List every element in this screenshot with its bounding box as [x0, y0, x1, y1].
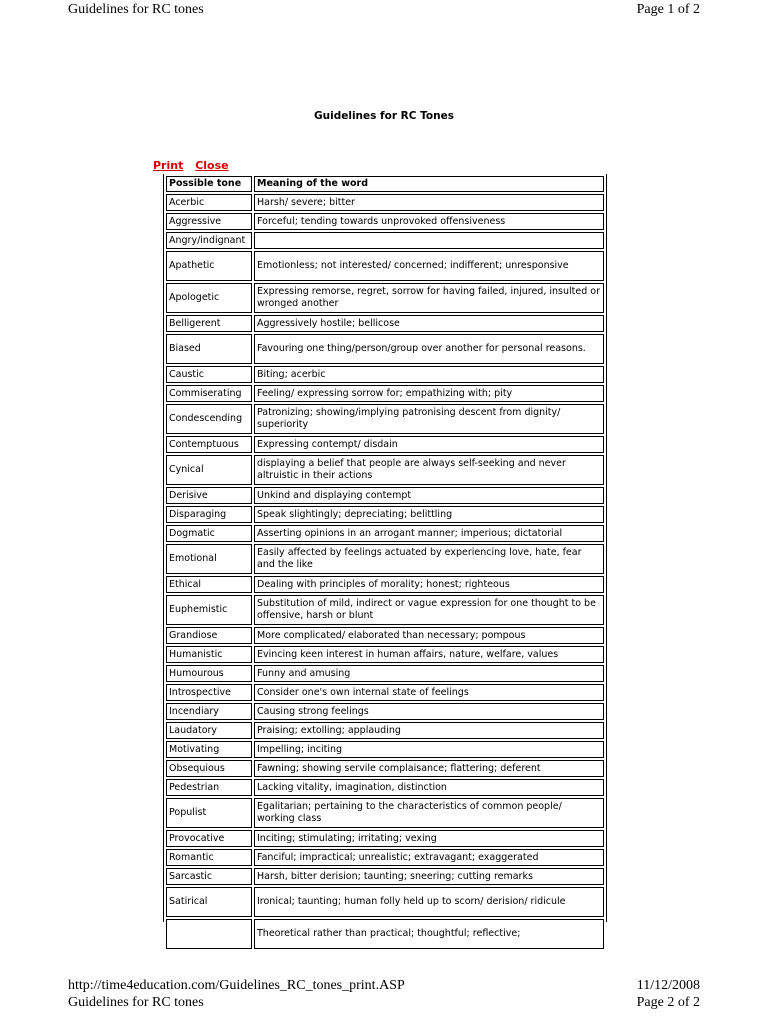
table-row — [166, 385, 604, 402]
table-body — [166, 194, 604, 949]
tone-cell: Condescending — [166, 404, 252, 434]
table-row — [166, 779, 604, 796]
footer-url: http://time4education.com/Guidelines_RC_tones_print.ASP — [68, 978, 405, 993]
tone-cell: Aggressive — [166, 213, 252, 230]
tone-cell: Apologetic — [166, 283, 252, 313]
tone-cell: Humourous — [166, 665, 252, 682]
table-row — [166, 366, 604, 383]
table-row — [166, 703, 604, 720]
footer-title: Guidelines for RC tones — [68, 995, 204, 1010]
tone-cell: Emotional — [166, 544, 252, 574]
footer-page: Page 2 of 2 — [636, 995, 700, 1010]
page-title: Guidelines for RC Tones — [314, 110, 454, 122]
print-link[interactable]: Print — [153, 159, 184, 172]
table-row — [166, 665, 604, 682]
tone-cell: Romantic — [166, 849, 252, 866]
table-row — [166, 506, 604, 523]
table-row — [166, 798, 604, 828]
meaning-cell: Easily affected by feelings actuated by experiencing love, hate, fear and the like — [254, 544, 604, 574]
close-link[interactable]: Close — [195, 159, 229, 172]
table-row — [166, 741, 604, 758]
tone-cell: Laudatory — [166, 722, 252, 739]
table-row — [166, 232, 604, 249]
meaning-cell: Harsh, bitter derision; taunting; sneering; cutting remarks — [254, 868, 604, 885]
meaning-cell: Egalitarian; pertaining to the characteristics of common people/ working class — [254, 798, 604, 828]
tone-cell: Grandiose — [166, 627, 252, 644]
tone-cell: Sarcastic — [166, 868, 252, 885]
meaning-cell: Ironical; taunting; human folly held up to scorn/ derision/ ridicule — [254, 887, 604, 917]
meaning-cell: Asserting opinions in an arrogant manner; imperious; dictatorial — [254, 525, 604, 542]
table-row — [166, 283, 604, 313]
tones-table-container — [163, 174, 607, 939]
tone-cell: Incendiary — [166, 703, 252, 720]
meaning-cell: Fanciful; impractical; unrealistic; extravagant; exaggerated — [254, 849, 604, 866]
meaning-cell: Harsh/ severe; bitter — [254, 194, 604, 211]
tone-cell: Euphemistic — [166, 595, 252, 625]
table-row — [166, 576, 604, 593]
meaning-cell: Dealing with principles of morality; honest; righteous — [254, 576, 604, 593]
tones-table — [164, 174, 606, 951]
tone-cell: Ethical — [166, 576, 252, 593]
print-header-page: Page 1 of 2 — [636, 2, 700, 17]
table-row — [166, 544, 604, 574]
table-row — [166, 315, 604, 332]
tone-cell: Derisive — [166, 487, 252, 504]
tone-cell: Disparaging — [166, 506, 252, 523]
meaning-cell: Unkind and displaying contempt — [254, 487, 604, 504]
tone-cell: Provocative — [166, 830, 252, 847]
action-links — [153, 159, 237, 172]
print-header-title: Guidelines for RC tones — [68, 2, 204, 17]
tone-cell: Contemptuous — [166, 436, 252, 453]
meaning-cell: Aggressively hostile; bellicose — [254, 315, 604, 332]
table-row — [166, 525, 604, 542]
meaning-cell: Funny and amusing — [254, 665, 604, 682]
meaning-cell: Favouring one thing/person/group over another for personal reasons. — [254, 334, 604, 364]
footer-date: 11/12/2008 — [636, 978, 700, 993]
tone-cell: Acerbic — [166, 194, 252, 211]
tone-cell: Belligerent — [166, 315, 252, 332]
tone-cell — [166, 919, 252, 949]
table-row — [166, 455, 604, 485]
meaning-cell: Theoretical rather than practical; thoughtful; reflective; — [254, 919, 604, 949]
table-row — [166, 334, 604, 364]
meaning-cell: Consider one's own internal state of feelings — [254, 684, 604, 701]
column-header-tone: Possible tone — [166, 176, 252, 192]
table-header-row — [166, 176, 604, 192]
meaning-cell: Emotionless; not interested/ concerned; indifferent; unresponsive — [254, 251, 604, 281]
meaning-cell: Impelling; inciting — [254, 741, 604, 758]
tone-cell: Satirical — [166, 887, 252, 917]
table-row — [166, 213, 604, 230]
table-row — [166, 487, 604, 504]
tone-cell: Populist — [166, 798, 252, 828]
meaning-cell: Evincing keen interest in human affairs, nature, welfare, values — [254, 646, 604, 663]
meaning-cell: Speak slightingly; depreciating; belittling — [254, 506, 604, 523]
table-row — [166, 722, 604, 739]
table-row — [166, 830, 604, 847]
tone-cell: Apathetic — [166, 251, 252, 281]
meaning-cell: Feeling/ expressing sorrow for; empathizing with; pity — [254, 385, 604, 402]
meaning-cell: Lacking vitality, imagination, distinction — [254, 779, 604, 796]
tone-cell: Commiserating — [166, 385, 252, 402]
column-header-meaning: Meaning of the word — [254, 176, 604, 192]
table-row — [166, 919, 604, 949]
tone-cell: Introspective — [166, 684, 252, 701]
meaning-cell: Biting; acerbic — [254, 366, 604, 383]
meaning-cell: Forceful; tending towards unprovoked offensiveness — [254, 213, 604, 230]
meaning-cell: Expressing contempt/ disdain — [254, 436, 604, 453]
table-row — [166, 760, 604, 777]
meaning-cell: Causing strong feelings — [254, 703, 604, 720]
table-row — [166, 849, 604, 866]
meaning-cell: Substitution of mild, indirect or vague expression for one thought to be offensive, harsh or blunt — [254, 595, 604, 625]
tone-cell: Dogmatic — [166, 525, 252, 542]
meaning-cell: Praising; extolling; applauding — [254, 722, 604, 739]
tone-cell: Motivating — [166, 741, 252, 758]
meaning-cell: More complicated/ elaborated than necessary; pompous — [254, 627, 604, 644]
table-row — [166, 887, 604, 917]
meaning-cell: Expressing remorse, regret, sorrow for having failed, injured, insulted or wronged another — [254, 283, 604, 313]
table-row — [166, 595, 604, 625]
table-row — [166, 868, 604, 885]
tone-cell: Angry/indignant — [166, 232, 252, 249]
tone-cell: Biased — [166, 334, 252, 364]
tone-cell: Cynical — [166, 455, 252, 485]
table-row — [166, 684, 604, 701]
table-row — [166, 436, 604, 453]
tone-cell: Obsequious — [166, 760, 252, 777]
tone-cell: Caustic — [166, 366, 252, 383]
meaning-cell — [254, 232, 604, 249]
meaning-cell: Inciting; stimulating; irritating; vexing — [254, 830, 604, 847]
tone-cell: Humanistic — [166, 646, 252, 663]
table-row — [166, 194, 604, 211]
table-row — [166, 627, 604, 644]
meaning-cell: Patronizing; showing/implying patronising descent from dignity/ superiority — [254, 404, 604, 434]
table-row — [166, 646, 604, 663]
table-row — [166, 404, 604, 434]
tone-cell: Pedestrian — [166, 779, 252, 796]
meaning-cell: Fawning; showing servile complaisance; flattering; deferent — [254, 760, 604, 777]
table-row — [166, 251, 604, 281]
meaning-cell: displaying a belief that people are always self-seeking and never altruistic in their actions — [254, 455, 604, 485]
